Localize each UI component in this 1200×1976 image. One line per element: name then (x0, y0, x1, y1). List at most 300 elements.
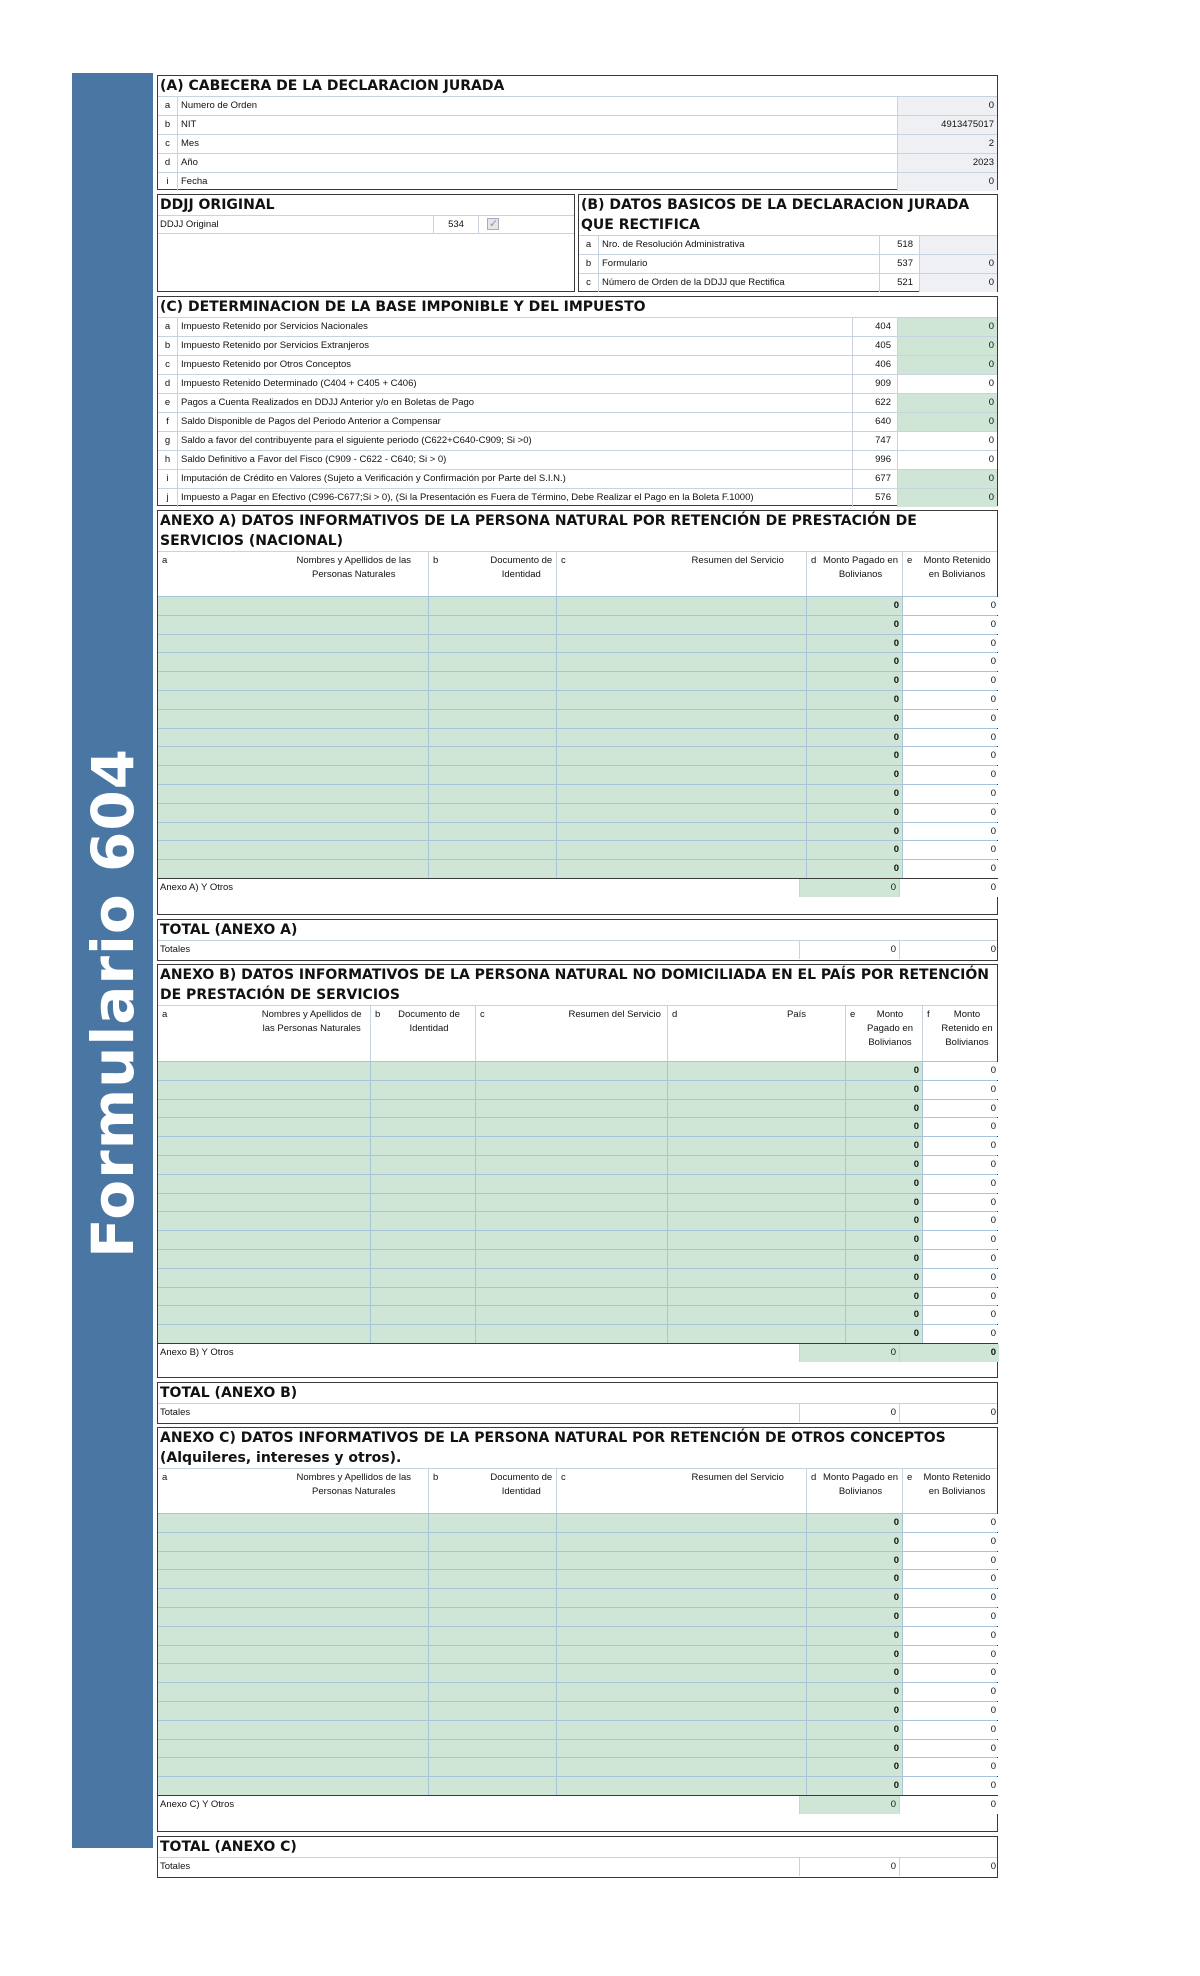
anexoB-cell[interactable] (475, 1175, 667, 1193)
anexoB-cell[interactable]: 0 (845, 1062, 922, 1080)
anexoC-cell[interactable]: 0 (902, 1627, 999, 1645)
anexoC-cell[interactable] (556, 1646, 806, 1664)
anexoA-cell[interactable] (428, 729, 556, 747)
anexoA-cell[interactable]: 0 (806, 616, 902, 634)
anexo-c-sum-pagado[interactable]: 0 (799, 1796, 899, 1814)
anexoC-cell[interactable]: 0 (806, 1627, 902, 1645)
header-letter: c (561, 555, 566, 566)
row-label: Impuesto Retenido por Servicios Extranjeros (181, 340, 369, 351)
anexo-b-sum-label: Anexo B) Y Otros (160, 1346, 234, 1358)
section-a-title: (A) CABECERA DE LA DECLARACION JURADA (160, 78, 505, 94)
anexoC-cell[interactable] (428, 1758, 556, 1776)
header-text: Monto Retenido en Bolivianos (941, 1009, 993, 1048)
anexoA-cell[interactable] (428, 597, 556, 615)
row-value[interactable]: 0 (897, 470, 997, 488)
anexoA-cell[interactable]: 0 (806, 691, 902, 709)
anexoC-cell[interactable] (158, 1514, 428, 1532)
anexoC-cell[interactable] (428, 1721, 556, 1739)
row-code: 747 (852, 432, 897, 450)
anexoC-header-col (556, 1469, 806, 1513)
anexoA-cell[interactable]: 0 (902, 785, 999, 803)
anexoB-cell[interactable]: 0 (922, 1156, 999, 1174)
section-b-row (579, 254, 997, 273)
header-letter: e (907, 555, 913, 566)
anexoB-cell[interactable] (158, 1156, 370, 1174)
anexoA-header-col (158, 552, 428, 596)
anexoB-cell[interactable]: 0 (845, 1269, 922, 1287)
anexoB-cell[interactable] (370, 1118, 475, 1136)
anexo-b-sum-pagado[interactable]: 0 (799, 1344, 899, 1362)
anexoA-cell[interactable] (158, 860, 428, 878)
anexoB-cell[interactable]: 0 (922, 1269, 999, 1287)
anexo-a-sum-pagado[interactable]: 0 (799, 879, 899, 897)
anexoA-cell[interactable]: 0 (902, 691, 999, 709)
anexoA-cell[interactable] (428, 785, 556, 803)
anexoC-cell[interactable] (556, 1533, 806, 1551)
anexoC-cell[interactable] (556, 1589, 806, 1607)
anexoC-cell[interactable] (158, 1533, 428, 1551)
anexoA-cell[interactable] (556, 635, 806, 653)
row-value[interactable] (919, 236, 997, 254)
anexoC-cell[interactable]: 0 (902, 1552, 999, 1570)
anexoC-cell[interactable]: 0 (806, 1702, 902, 1720)
anexoB-cell[interactable]: 0 (922, 1137, 999, 1155)
anexoB-cell[interactable] (370, 1250, 475, 1268)
anexoB-cell[interactable] (475, 1325, 667, 1343)
anexoB-cell[interactable] (370, 1175, 475, 1193)
row-value[interactable]: 2023 (897, 154, 997, 172)
anexoC-cell[interactable]: 0 (902, 1570, 999, 1588)
anexoC-cell[interactable] (556, 1777, 806, 1795)
anexoB-cell[interactable]: 0 (845, 1250, 922, 1268)
anexoA-cell[interactable] (556, 860, 806, 878)
anexoB-cell[interactable] (667, 1231, 845, 1249)
anexoB-header-col (370, 1006, 475, 1061)
anexoB-cell[interactable] (667, 1194, 845, 1212)
anexoA-cell[interactable] (428, 860, 556, 878)
anexoA-cell[interactable]: 0 (806, 804, 902, 822)
anexoB-cell[interactable]: 0 (845, 1118, 922, 1136)
anexoB-cell[interactable] (158, 1212, 370, 1230)
anexoA-cell[interactable] (428, 691, 556, 709)
row-letter: e (158, 394, 178, 412)
anexoC-cell[interactable] (556, 1627, 806, 1645)
anexoB-cell[interactable] (370, 1212, 475, 1230)
anexoC-cell[interactable] (428, 1646, 556, 1664)
total-anexo-c-pagado: 0 (799, 1858, 899, 1876)
anexoA-cell[interactable] (556, 729, 806, 747)
anexoB-cell[interactable]: 0 (922, 1081, 999, 1099)
anexoC-cell[interactable]: 0 (902, 1646, 999, 1664)
anexoA-cell[interactable] (158, 747, 428, 765)
anexoB-cell[interactable] (370, 1306, 475, 1324)
anexoC-cell[interactable] (158, 1777, 428, 1795)
anexoA-cell[interactable]: 0 (806, 635, 902, 653)
section-c-row (158, 355, 997, 374)
anexoB-row (158, 1230, 997, 1249)
anexoA-cell[interactable]: 0 (902, 653, 999, 671)
anexoC-cell[interactable]: 0 (902, 1740, 999, 1758)
anexoB-cell[interactable] (667, 1212, 845, 1230)
anexoA-cell[interactable] (158, 710, 428, 728)
anexoB-cell[interactable] (475, 1081, 667, 1099)
anexoC-cell[interactable]: 0 (806, 1777, 902, 1795)
anexoA-cell[interactable] (158, 597, 428, 615)
anexoB-cell[interactable] (370, 1269, 475, 1287)
anexoB-cell[interactable] (370, 1156, 475, 1174)
anexoC-cell[interactable]: 0 (902, 1514, 999, 1532)
header-text: Nombres y Apellidos de las Personas Naturales (296, 555, 412, 580)
anexoA-cell[interactable]: 0 (902, 804, 999, 822)
anexoB-cell[interactable]: 0 (845, 1231, 922, 1249)
anexoB-cell[interactable] (475, 1194, 667, 1212)
anexoB-cell[interactable]: 0 (845, 1194, 922, 1212)
anexoC-cell[interactable] (556, 1740, 806, 1758)
header-text: Nombres y Apellidos de las Personas Naturales (296, 1472, 412, 1497)
anexoB-cell[interactable] (667, 1325, 845, 1343)
anexoA-cell[interactable]: 0 (902, 672, 999, 690)
row-value[interactable]: 0 (897, 97, 997, 115)
anexoB-cell[interactable] (667, 1175, 845, 1193)
anexoA-cell[interactable] (158, 635, 428, 653)
anexoA-cell[interactable] (428, 710, 556, 728)
anexoB-cell[interactable] (475, 1118, 667, 1136)
anexoC-cell[interactable] (158, 1570, 428, 1588)
anexoB-cell[interactable] (667, 1100, 845, 1118)
anexoA-cell[interactable] (556, 766, 806, 784)
anexoB-cell[interactable]: 0 (845, 1212, 922, 1230)
anexoA-cell[interactable] (556, 841, 806, 859)
anexoA-cell[interactable] (428, 616, 556, 634)
row-letter: d (158, 154, 178, 172)
anexoC-cell[interactable]: 0 (806, 1683, 902, 1701)
anexoC-row (158, 1569, 997, 1588)
anexoA-cell[interactable] (556, 672, 806, 690)
anexoA-cell[interactable]: 0 (806, 653, 902, 671)
anexoB-cell[interactable] (158, 1325, 370, 1343)
anexo-b-title: ANEXO B) DATOS INFORMATIVOS DE LA PERSONA NATURAL NO DOMICILIADA EN EL PAÍS POR RETENCIÓN DE PRESTACIÓN DE SERVICIOS (160, 967, 989, 1003)
anexoC-cell[interactable]: 0 (806, 1570, 902, 1588)
anexoB-cell[interactable]: 0 (845, 1175, 922, 1193)
anexoC-cell[interactable] (556, 1570, 806, 1588)
anexoB-cell[interactable] (667, 1288, 845, 1306)
anexoB-cell[interactable]: 0 (922, 1194, 999, 1212)
anexoB-cell[interactable] (370, 1325, 475, 1343)
anexoC-row (158, 1701, 997, 1720)
anexoC-cell[interactable] (428, 1514, 556, 1532)
anexoB-header-col (475, 1006, 667, 1061)
anexoA-cell[interactable]: 0 (806, 785, 902, 803)
row-value[interactable]: 0 (897, 489, 997, 507)
anexoA-cell[interactable] (158, 616, 428, 634)
anexoB-cell[interactable] (667, 1269, 845, 1287)
anexoA-cell[interactable] (556, 710, 806, 728)
anexoA-cell[interactable]: 0 (902, 635, 999, 653)
anexoA-cell[interactable]: 0 (902, 710, 999, 728)
anexoC-cell[interactable]: 0 (902, 1721, 999, 1739)
anexoC-cell[interactable]: 0 (806, 1514, 902, 1532)
anexoC-cell[interactable]: 0 (806, 1740, 902, 1758)
anexoB-cell[interactable]: 0 (845, 1325, 922, 1343)
anexoA-cell[interactable] (158, 672, 428, 690)
row-value[interactable]: 0 (897, 394, 997, 412)
anexoB-cell[interactable] (158, 1175, 370, 1193)
anexoC-cell[interactable] (556, 1721, 806, 1739)
anexoC-cell[interactable] (556, 1514, 806, 1532)
anexoC-cell[interactable]: 0 (806, 1646, 902, 1664)
row-value[interactable]: 0 (897, 318, 997, 336)
anexoA-cell[interactable]: 0 (902, 597, 999, 615)
anexoB-cell[interactable]: 0 (922, 1250, 999, 1268)
anexoB-cell[interactable] (158, 1269, 370, 1287)
anexoB-cell[interactable]: 0 (845, 1156, 922, 1174)
anexoA-cell[interactable]: 0 (806, 710, 902, 728)
anexoA-cell[interactable] (158, 653, 428, 671)
row-letter: f (158, 413, 178, 431)
anexoC-cell[interactable] (428, 1777, 556, 1795)
anexoA-cell[interactable]: 0 (806, 860, 902, 878)
anexoA-cell[interactable]: 0 (806, 766, 902, 784)
anexoB-cell[interactable]: 0 (845, 1288, 922, 1306)
anexoC-cell[interactable] (556, 1758, 806, 1776)
row-value[interactable]: 0 (897, 337, 997, 355)
anexoA-cell[interactable] (158, 691, 428, 709)
header-text: Documento de Identidad (490, 555, 553, 580)
anexoA-cell[interactable]: 0 (806, 597, 902, 615)
anexoA-cell[interactable] (428, 823, 556, 841)
anexoC-cell[interactable] (556, 1608, 806, 1626)
anexoC-row (158, 1607, 997, 1626)
anexoC-cell[interactable]: 0 (806, 1721, 902, 1739)
anexoB-cell[interactable]: 0 (922, 1231, 999, 1249)
anexoB-cell[interactable] (475, 1212, 667, 1230)
anexoB-cell[interactable] (158, 1081, 370, 1099)
section-c-row (158, 431, 997, 450)
anexoC-cell[interactable]: 0 (902, 1533, 999, 1551)
anexoA-cell[interactable] (556, 691, 806, 709)
anexoB-cell[interactable]: 0 (845, 1081, 922, 1099)
anexoA-row (158, 615, 997, 634)
row-value[interactable]: 0 (897, 356, 997, 374)
anexo-c-sum-retenido[interactable]: 0 (899, 1796, 999, 1814)
anexoB-cell[interactable]: 0 (922, 1212, 999, 1230)
anexoC-cell[interactable] (158, 1627, 428, 1645)
anexoA-cell[interactable] (556, 616, 806, 634)
anexoA-cell[interactable]: 0 (806, 823, 902, 841)
anexoB-cell[interactable] (370, 1231, 475, 1249)
anexoA-cell[interactable] (428, 635, 556, 653)
form-title: Formulario 604 (78, 747, 147, 1259)
row-label: Numero de Orden (181, 100, 258, 111)
anexoA-cell[interactable] (428, 804, 556, 822)
ddjj-title: DDJJ ORIGINAL (160, 197, 275, 213)
anexoB-cell[interactable]: 0 (845, 1100, 922, 1118)
anexoC-cell[interactable] (158, 1589, 428, 1607)
anexoB-cell[interactable] (667, 1250, 845, 1268)
anexoB-cell[interactable] (370, 1288, 475, 1306)
anexoC-cell[interactable] (158, 1664, 428, 1682)
row-value[interactable]: 0 (897, 173, 997, 191)
anexoB-cell[interactable] (667, 1156, 845, 1174)
anexoA-cell[interactable] (556, 823, 806, 841)
anexoA-cell[interactable] (428, 766, 556, 784)
anexoB-cell[interactable] (667, 1118, 845, 1136)
anexoC-cell[interactable] (428, 1552, 556, 1570)
anexoB-cell[interactable] (475, 1100, 667, 1118)
anexoA-cell[interactable] (556, 804, 806, 822)
anexoC-cell[interactable] (158, 1721, 428, 1739)
anexoA-cell[interactable]: 0 (902, 841, 999, 859)
anexoB-cell[interactable] (667, 1306, 845, 1324)
anexoA-cell[interactable]: 0 (806, 747, 902, 765)
anexoB-cell[interactable] (158, 1231, 370, 1249)
row-label: Saldo Definitivo a Favor del Fisco (C909 - C622 - C640; Si > 0) (181, 454, 447, 465)
anexoA-cell[interactable] (158, 841, 428, 859)
row-value[interactable]: 4913475017 (897, 116, 997, 134)
anexoA-cell[interactable]: 0 (806, 729, 902, 747)
anexoC-cell[interactable] (556, 1683, 806, 1701)
anexoC-cell[interactable] (556, 1664, 806, 1682)
anexoC-cell[interactable] (158, 1646, 428, 1664)
ddjj-original-checkbox[interactable] (487, 218, 499, 230)
anexoA-cell[interactable] (158, 785, 428, 803)
anexoB-cell[interactable]: 0 (922, 1325, 999, 1343)
anexoB-cell[interactable] (667, 1137, 845, 1155)
anexoC-cell[interactable] (556, 1552, 806, 1570)
anexoB-cell[interactable] (667, 1081, 845, 1099)
anexoA-cell[interactable] (428, 841, 556, 859)
anexoB-cell[interactable] (370, 1137, 475, 1155)
anexoA-cell[interactable]: 0 (902, 747, 999, 765)
anexoB-cell[interactable]: 0 (922, 1062, 999, 1080)
anexoA-cell[interactable] (428, 653, 556, 671)
anexoB-cell[interactable] (158, 1062, 370, 1080)
total-anexo-b-row (158, 1403, 997, 1422)
row-code: 640 (852, 413, 897, 431)
anexoC-cell[interactable]: 0 (902, 1777, 999, 1795)
anexoA-cell[interactable] (428, 747, 556, 765)
anexoB-cell[interactable] (475, 1269, 667, 1287)
section-a-row (158, 134, 997, 153)
anexoA-cell[interactable] (158, 804, 428, 822)
anexoC-cell[interactable] (428, 1608, 556, 1626)
anexoA-cell[interactable] (158, 766, 428, 784)
anexoB-cell[interactable]: 0 (845, 1306, 922, 1324)
row-value[interactable]: 0 (897, 413, 997, 431)
anexoB-cell[interactable]: 0 (922, 1175, 999, 1193)
anexoC-cell[interactable]: 0 (806, 1533, 902, 1551)
anexoC-cell[interactable]: 0 (902, 1758, 999, 1776)
anexoA-cell[interactable]: 0 (902, 823, 999, 841)
anexoC-cell[interactable]: 0 (902, 1608, 999, 1626)
anexo-a-sum-retenido[interactable]: 0 (899, 879, 999, 897)
anexoB-cell[interactable] (370, 1100, 475, 1118)
anexoB-cell[interactable] (370, 1062, 475, 1080)
anexoB-cell[interactable] (475, 1156, 667, 1174)
anexoC-cell[interactable]: 0 (806, 1758, 902, 1776)
anexoA-cell[interactable] (428, 672, 556, 690)
anexoC-cell[interactable] (428, 1664, 556, 1682)
anexoC-cell[interactable] (428, 1683, 556, 1701)
anexoC-cell[interactable]: 0 (806, 1552, 902, 1570)
anexoB-cell[interactable]: 0 (922, 1288, 999, 1306)
anexoB-cell[interactable] (158, 1194, 370, 1212)
anexoB-cell[interactable] (158, 1306, 370, 1324)
anexoA-cell[interactable] (556, 785, 806, 803)
row-value[interactable]: 0 (919, 274, 997, 292)
anexoA-cell[interactable]: 0 (806, 672, 902, 690)
anexoC-cell[interactable]: 0 (806, 1664, 902, 1682)
anexoA-cell[interactable]: 0 (902, 860, 999, 878)
anexoB-cell[interactable] (667, 1062, 845, 1080)
anexoA-cell[interactable]: 0 (902, 729, 999, 747)
header-text: Monto Pagado en Bolivianos (822, 1472, 898, 1497)
anexoC-cell[interactable] (428, 1627, 556, 1645)
anexoB-cell[interactable] (475, 1231, 667, 1249)
anexoB-cell[interactable]: 0 (922, 1100, 999, 1118)
anexoA-cell[interactable] (556, 597, 806, 615)
anexoC-cell[interactable]: 0 (902, 1589, 999, 1607)
anexoB-cell[interactable] (158, 1250, 370, 1268)
anexoC-cell[interactable]: 0 (902, 1683, 999, 1701)
anexoA-cell[interactable]: 0 (902, 616, 999, 634)
anexoC-cell[interactable] (158, 1758, 428, 1776)
anexoC-cell[interactable] (428, 1589, 556, 1607)
anexoC-cell[interactable]: 0 (902, 1702, 999, 1720)
anexoA-cell[interactable] (158, 823, 428, 841)
anexoC-cell[interactable] (428, 1570, 556, 1588)
anexoC-cell[interactable] (158, 1552, 428, 1570)
anexoC-cell[interactable]: 0 (806, 1608, 902, 1626)
anexoC-cell[interactable] (158, 1608, 428, 1626)
anexoB-cell[interactable] (475, 1288, 667, 1306)
anexoB-cell[interactable] (475, 1137, 667, 1155)
anexoB-cell[interactable] (370, 1194, 475, 1212)
anexoA-cell[interactable] (158, 729, 428, 747)
row-value[interactable]: 0 (919, 255, 997, 273)
row-value[interactable]: 2 (897, 135, 997, 153)
anexoB-cell[interactable] (158, 1118, 370, 1136)
total-anexo-c-row (158, 1857, 997, 1876)
anexoB-cell[interactable] (475, 1250, 667, 1268)
anexoC-cell[interactable] (158, 1740, 428, 1758)
anexoC-cell[interactable] (158, 1683, 428, 1701)
anexoB-row (158, 1268, 997, 1287)
anexoC-cell[interactable] (556, 1702, 806, 1720)
anexoB-cell[interactable]: 0 (922, 1118, 999, 1136)
anexoB-cell[interactable] (158, 1288, 370, 1306)
anexoB-cell[interactable] (158, 1100, 370, 1118)
anexoC-cell[interactable] (428, 1533, 556, 1551)
anexoA-cell[interactable] (556, 747, 806, 765)
anexoB-cell[interactable] (158, 1137, 370, 1155)
anexoB-cell[interactable]: 0 (922, 1306, 999, 1324)
anexoB-cell[interactable] (370, 1081, 475, 1099)
anexoC-cell[interactable] (428, 1702, 556, 1720)
anexoB-cell[interactable] (475, 1306, 667, 1324)
anexoB-cell[interactable]: 0 (845, 1137, 922, 1155)
anexoA-cell[interactable]: 0 (902, 766, 999, 784)
anexoC-cell[interactable]: 0 (902, 1664, 999, 1682)
anexo-b-sum-retenido[interactable]: 0 (899, 1344, 999, 1362)
anexoC-row (158, 1532, 997, 1551)
anexoC-cell[interactable] (428, 1740, 556, 1758)
anexoB-cell[interactable] (475, 1062, 667, 1080)
anexoA-cell[interactable] (556, 653, 806, 671)
anexoA-cell[interactable]: 0 (806, 841, 902, 859)
anexoC-cell[interactable] (158, 1702, 428, 1720)
anexoC-cell[interactable]: 0 (806, 1589, 902, 1607)
